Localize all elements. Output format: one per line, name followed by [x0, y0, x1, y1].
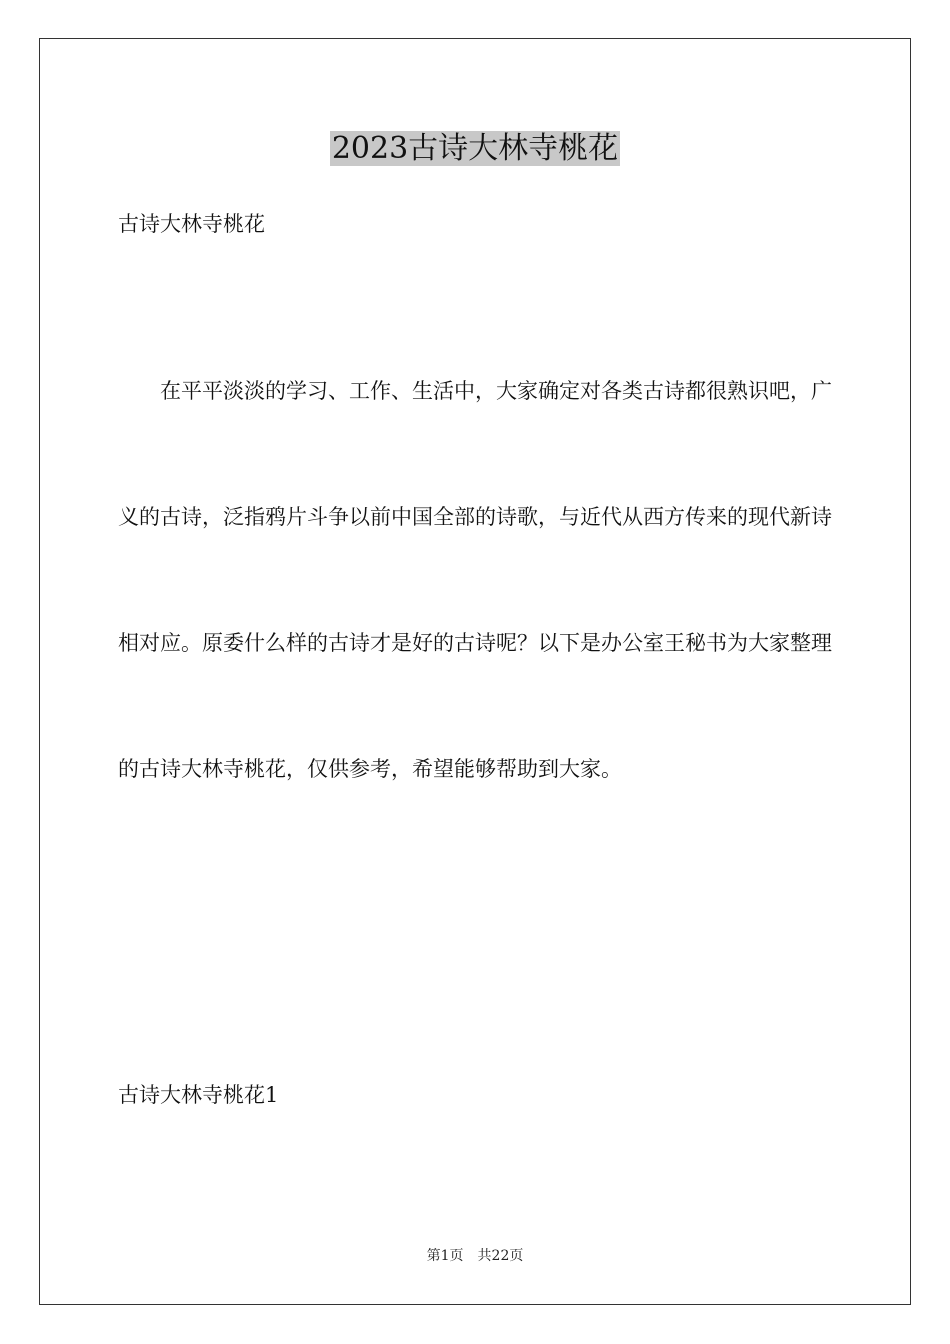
document-subtitle: 古诗大林寺桃花 — [118, 212, 265, 236]
document-title-text: 2023古诗大林寺桃花 — [331, 131, 619, 166]
page-footer: 第1页 共22页 — [426, 1248, 524, 1264]
section-heading: 古诗大林寺桃花1 — [118, 1083, 279, 1107]
body-paragraph: 在平平淡淡的学习、工作、生活中，大家确定对各类古诗都很熟识吧，广义的古诗，泛指鸦片斗争以前中国全部的诗歌，与近代从西方传来的现代新诗相对应。原委什么样的古诗才是好的古诗呢？以下是办公室王秘书为大家整理的古诗大林寺桃花，仅供参考，希望能够帮助到大家。 — [118, 379, 832, 781]
document-title — [0, 127, 950, 171]
